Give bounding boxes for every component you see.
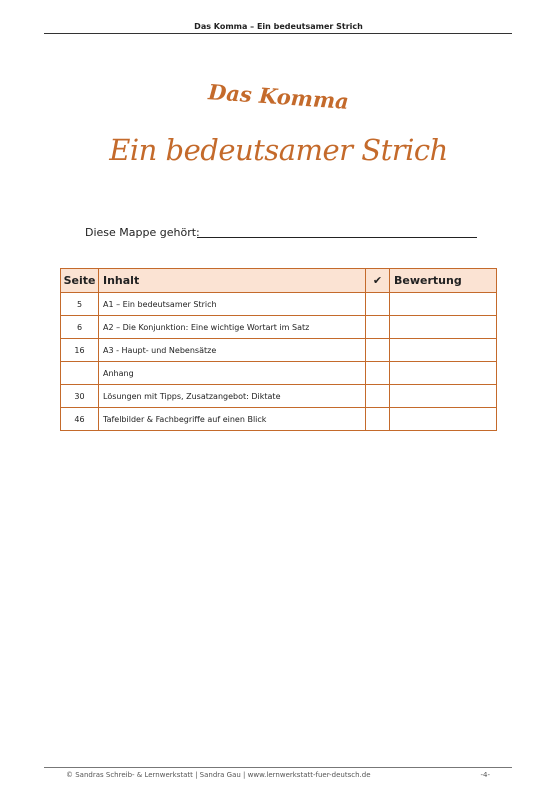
row-check-cell[interactable] — [366, 385, 390, 408]
row-content: Lösungen mit Tipps, Zusatzangebot: Diktate — [99, 385, 366, 408]
column-header-page: Seite — [61, 269, 99, 293]
header-divider — [44, 33, 512, 34]
table-row — [61, 362, 497, 385]
row-rating-cell[interactable] — [390, 385, 497, 408]
row-check-cell[interactable] — [366, 408, 390, 431]
table-row — [61, 293, 497, 316]
row-check-cell[interactable] — [366, 293, 390, 316]
row-content: Tafelbilder & Fachbegriffe auf einen Blick — [99, 408, 366, 431]
row-page-number — [61, 362, 99, 385]
cover-subtitle: Das Komma — [207, 79, 350, 114]
row-page-number: 16 — [61, 339, 99, 362]
table-row — [61, 385, 497, 408]
table-row — [61, 408, 497, 431]
row-rating-cell[interactable] — [390, 316, 497, 339]
row-check-cell[interactable] — [366, 316, 390, 339]
row-rating-cell[interactable] — [390, 293, 497, 316]
row-check-cell[interactable] — [366, 362, 390, 385]
footer-credits: © Sandras Schreib- & Lernwerkstatt | Sandra Gau | www.lernwerkstatt-fuer-deutsch.de — [66, 771, 371, 779]
column-header-content: Inhalt — [99, 269, 366, 293]
row-page-number: 46 — [61, 408, 99, 431]
table-row — [61, 339, 497, 362]
contents-table — [60, 268, 497, 431]
row-page-number: 30 — [61, 385, 99, 408]
column-header-check: ✔ — [366, 269, 390, 293]
row-content: Anhang — [99, 362, 366, 385]
column-header-rating: Bewertung — [390, 269, 497, 293]
row-check-cell[interactable] — [366, 339, 390, 362]
table-row — [61, 316, 497, 339]
footer-page-number: -4- — [480, 771, 490, 779]
row-rating-cell[interactable] — [390, 362, 497, 385]
owner-label: Diese Mappe gehört: — [85, 226, 200, 239]
row-page-number: 5 — [61, 293, 99, 316]
row-content: A2 – Die Konjunktion: Eine wichtige Wortart im Satz — [99, 316, 366, 339]
running-header: Das Komma – Ein bedeutsamer Strich — [194, 22, 363, 31]
row-content: A3 - Haupt- und Nebensätze — [99, 339, 366, 362]
row-rating-cell[interactable] — [390, 408, 497, 431]
cover-title: Ein bedeutsamer Strich — [109, 133, 448, 167]
footer-divider — [44, 767, 512, 768]
row-rating-cell[interactable] — [390, 339, 497, 362]
owner-signature-line — [197, 237, 477, 238]
row-content: A1 – Ein bedeutsamer Strich — [99, 293, 366, 316]
row-page-number: 6 — [61, 316, 99, 339]
table-header-row — [61, 269, 497, 293]
